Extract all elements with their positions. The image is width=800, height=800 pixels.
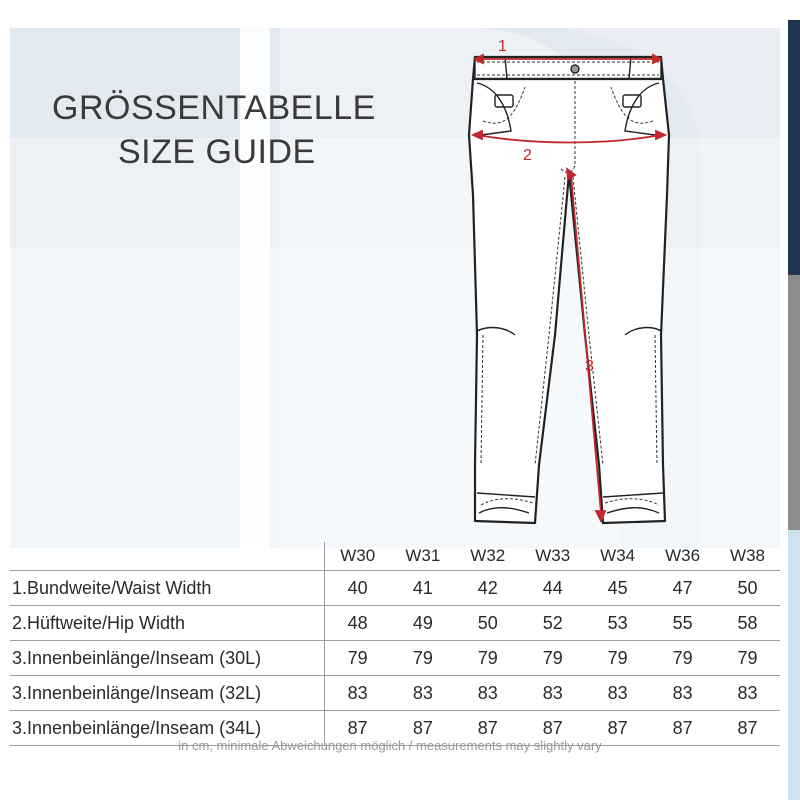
table-cell: 83 <box>477 682 498 703</box>
table-cell: 87 <box>607 717 628 738</box>
table-cell: 87 <box>477 717 498 738</box>
table-cell: 40 <box>347 577 368 598</box>
sidebar-block-dark <box>788 20 800 275</box>
table-cell: 79 <box>477 647 498 668</box>
table-cell: 48 <box>347 612 368 633</box>
table-cell: 79 <box>607 647 628 668</box>
table-cell: 87 <box>542 717 563 738</box>
table-cell: 79 <box>347 647 368 668</box>
measure-marker-2: 2 <box>523 147 532 164</box>
row-label: 3.Innenbeinlänge/Inseam (34L) <box>10 711 325 746</box>
table-cell: 83 <box>737 682 758 703</box>
table-row <box>10 676 780 711</box>
table-cell: 79 <box>737 647 758 668</box>
table-cell: 79 <box>412 647 433 668</box>
table-cell: 87 <box>737 717 758 738</box>
table-cell: 79 <box>672 647 693 668</box>
table-row <box>10 606 780 641</box>
table-cell: 44 <box>542 577 563 598</box>
footnote: in cm, minimale Abweichungen möglich / measurements may slightly vary <box>178 738 602 753</box>
column-header: W38 <box>730 546 765 565</box>
table-cell: 45 <box>607 577 628 598</box>
table-cell: 83 <box>672 682 693 703</box>
table-cell: 42 <box>477 577 498 598</box>
table-cell: 50 <box>477 612 498 633</box>
table-cell: 49 <box>412 612 433 633</box>
size-table-header-row <box>10 542 780 571</box>
measure-marker-1: 1 <box>498 38 507 55</box>
column-header: W30 <box>340 546 376 565</box>
table-cell: 41 <box>412 577 433 598</box>
table-cell: 87 <box>412 717 433 738</box>
sidebar-block-gray <box>788 275 800 530</box>
jeans-illustration <box>455 35 685 535</box>
row-label: 3.Innenbeinlänge/Inseam (30L) <box>10 641 325 676</box>
table-cell: 58 <box>737 612 758 633</box>
table-cell: 87 <box>672 717 693 738</box>
page-title <box>52 86 376 174</box>
table-cell: 83 <box>542 682 563 703</box>
row-label: 2.Hüftweite/Hip Width <box>10 606 325 641</box>
table-cell: 83 <box>412 682 433 703</box>
table-cell: 47 <box>672 577 693 598</box>
column-header: W33 <box>535 546 571 565</box>
table-cell: 55 <box>672 612 693 633</box>
table-cell: 52 <box>542 612 563 633</box>
table-cell: 53 <box>607 612 628 633</box>
measure-marker-3: 3 <box>585 358 594 375</box>
column-header: W32 <box>470 546 506 565</box>
row-label: 1.Bundweite/Waist Width <box>10 571 325 606</box>
sidebar-block-light <box>788 530 800 800</box>
table-row <box>10 641 780 676</box>
table-cell: 50 <box>737 577 758 598</box>
table-cell: 87 <box>347 717 368 738</box>
table-row <box>10 571 780 606</box>
table-cell: 83 <box>607 682 628 703</box>
column-header: W31 <box>405 546 441 565</box>
title-german: GRÖSSENTABELLE <box>52 89 376 127</box>
table-cell: 79 <box>542 647 563 668</box>
title-english: SIZE GUIDE <box>118 133 316 171</box>
table-cell: 83 <box>347 682 368 703</box>
size-table-corner <box>10 542 325 571</box>
column-header: W36 <box>665 546 701 565</box>
row-label: 3.Innenbeinlänge/Inseam (32L) <box>10 676 325 711</box>
column-header: W34 <box>600 546 636 565</box>
size-table <box>10 542 780 746</box>
